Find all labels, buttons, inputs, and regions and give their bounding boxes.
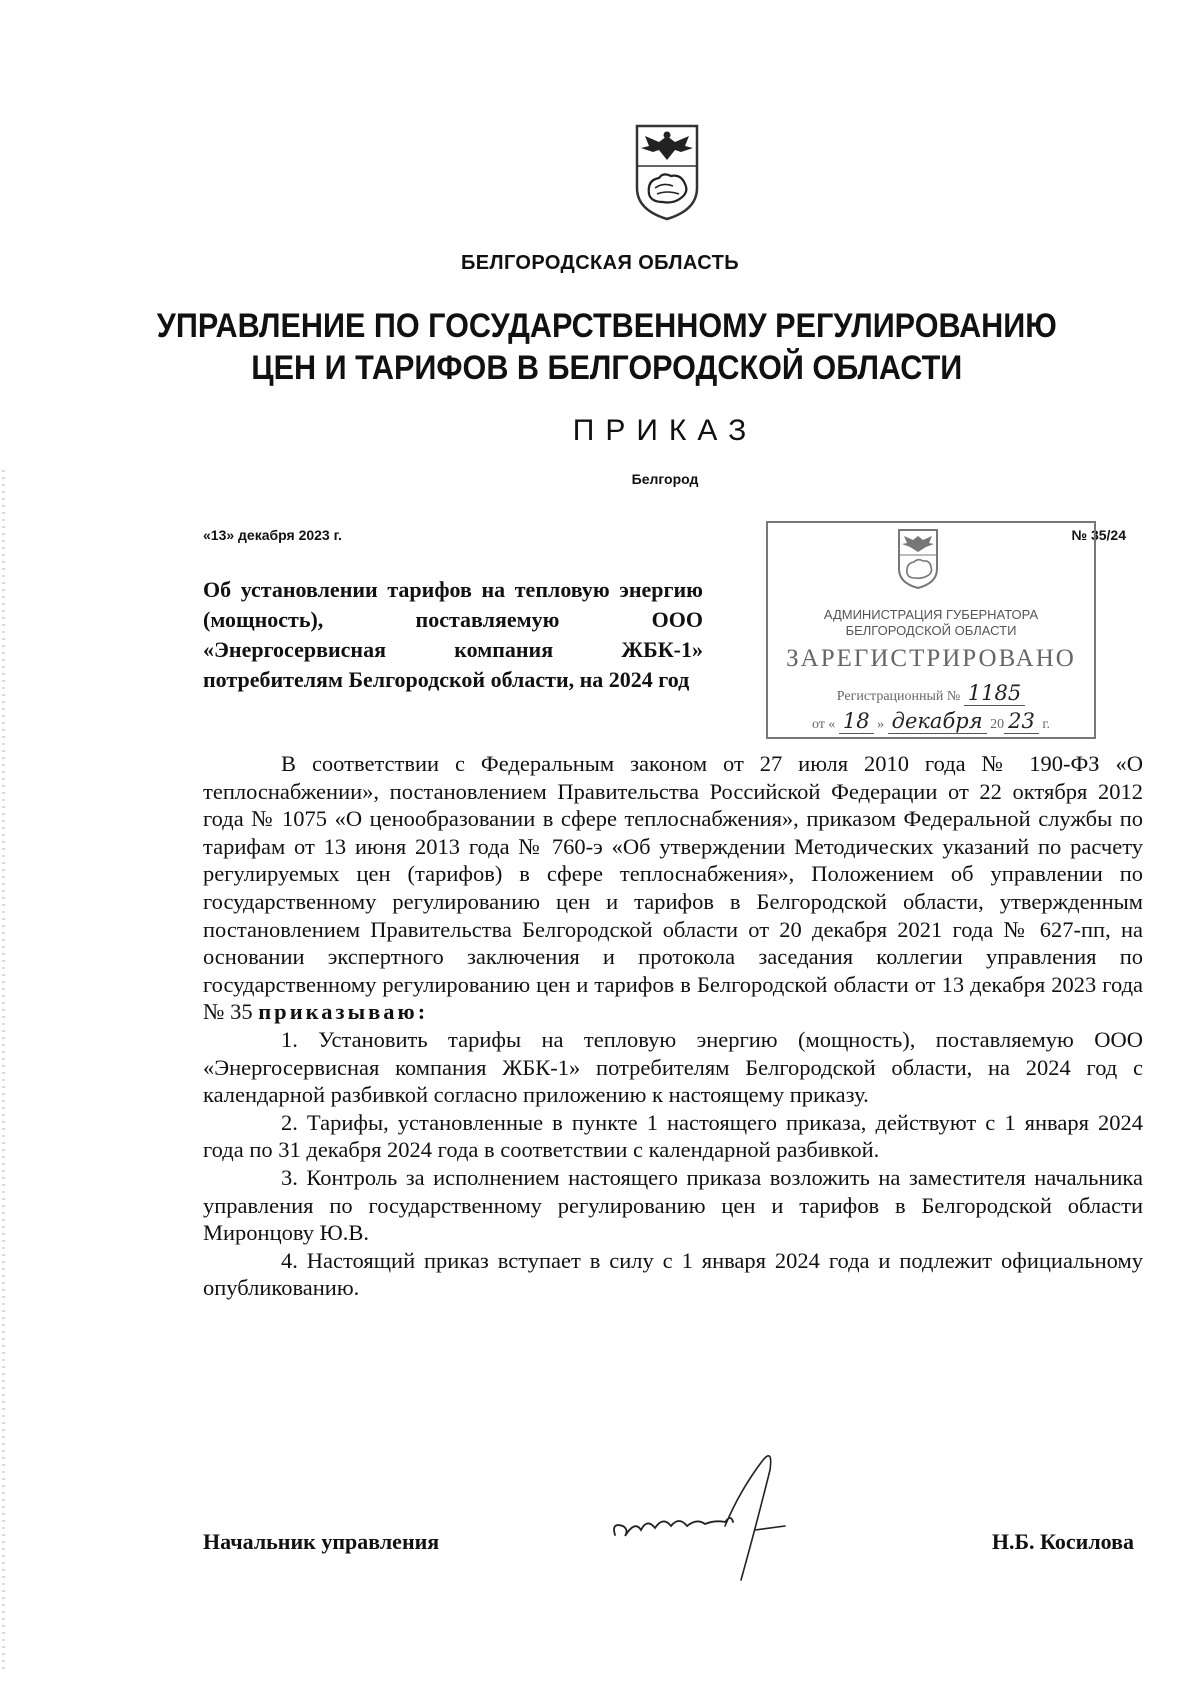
order-number: № 35/24 — [1071, 527, 1126, 543]
preamble-text: В соответствии с Федеральным законом от 27 июля 2010 года № 190-ФЗ «О теплоснабжении», постановлением Правительства Российской Федерации от 22 октября 2012 года № 1075 «О ценообразовании в сфере теплоснабжения», приказом Федеральной службы по тарифам от 13 июня 2013 года № 760-э «Об утверждении Методических указаний по расчету регулируемых цен (тарифов) в сфере теплоснабжения», Положением об управлении по государственному регулированию цен и тарифов в Белгородской области, утвержденным постановлением Правительства Белгородской области от 20 декабря 2021 года № 627-пп, на основании экспертного заключения и протокола заседания коллегии управления по государственному регулированию цен и тарифов в Белгородской области от 13 декабря 2023 года № 35 — [203, 751, 1143, 1025]
stamp-reg-number: 1185 — [964, 681, 1025, 706]
coat-of-arms-icon — [633, 122, 701, 222]
signatory-name: Н.Б. Косилова — [991, 1529, 1134, 1554]
organization-name — [67, 305, 1147, 389]
stamp-date-row — [768, 709, 1094, 733]
stamp-reg-label: Регистрационный № — [836, 689, 961, 704]
orders-word: приказываю: — [258, 999, 429, 1025]
scan-edge-marks — [2, 470, 5, 1670]
document-title: Об установлении тарифов на тепловую энергию (мощность), поставляемую ООО «Энергосервисная компания ЖБК-1» потребителям Белгородской области, на 2024 год — [203, 577, 703, 692]
stamp-emblem-icon — [896, 527, 940, 591]
city: Белгород — [631, 471, 699, 487]
stamp-day: 18 — [839, 709, 874, 734]
stamp-date-prefix: от « — [811, 717, 836, 732]
preamble-paragraph — [203, 750, 1143, 1026]
order-date: «13» декабря 2023 г. — [203, 527, 342, 543]
region-name: БЕЛГОРОДСКАЯ ОБЛАСТЬ — [461, 252, 739, 274]
organization-line-1: УПРАВЛЕНИЕ ПО ГОСУДАРСТВЕННОМУ РЕГУЛИРОВАНИЮ — [156, 307, 1057, 345]
document-type: ПРИКАЗ — [572, 414, 758, 447]
order-item: 3. Контроль за исполнением настоящего приказа возложить на заместителя начальника управления по государственному регулированию цен и тарифов в Белгородской области Миронцову Ю.В. — [203, 1164, 1143, 1246]
stamp-reg-number-row — [768, 681, 1094, 705]
order-item: 2. Тарифы, установленные в пункте 1 настоящего приказа, действуют с 1 января 2024 года по 31 декабря 2024 года в соответствии с календарной разбивкой. — [203, 1109, 1143, 1163]
stamp-month: декабря — [888, 709, 987, 734]
stamp-year-prefix: 20 — [990, 717, 1005, 732]
stamp-year-suffix: 23 — [1004, 709, 1039, 734]
signatory-position: Начальник управления — [203, 1529, 440, 1554]
stamp-admin-line-2: БЕЛГОРОДСКОЙ ОБЛАСТИ — [845, 623, 1017, 638]
stamp-year-end: г. — [1042, 717, 1051, 732]
stamp-registered: ЗАРЕГИСТРИРОВАНО — [786, 645, 1076, 672]
handwritten-signature — [605, 1430, 835, 1590]
order-item: 4. Настоящий приказ вступает в силу с 1 января 2024 года и подлежит официальному опубликованию. — [203, 1247, 1143, 1301]
stamp-month-sep: » — [877, 717, 885, 732]
organization-line-2: ЦЕН И ТАРИФОВ В БЕЛГОРОДСКОЙ ОБЛАСТИ — [251, 349, 963, 387]
order-item: 1. Установить тарифы на тепловую энергию (мощность), поставляемую ООО «Энергосервисная компания ЖБК-1» потребителям Белгородской области, на 2024 год с календарной разбивкой согласно приложению к настоящему приказу. — [203, 1026, 1143, 1108]
document-body — [203, 750, 1143, 1302]
stamp-administration — [768, 607, 1094, 639]
registration-stamp — [766, 521, 1096, 739]
stamp-admin-line-1: АДМИНИСТРАЦИЯ ГУБЕРНАТОРА — [823, 607, 1039, 622]
